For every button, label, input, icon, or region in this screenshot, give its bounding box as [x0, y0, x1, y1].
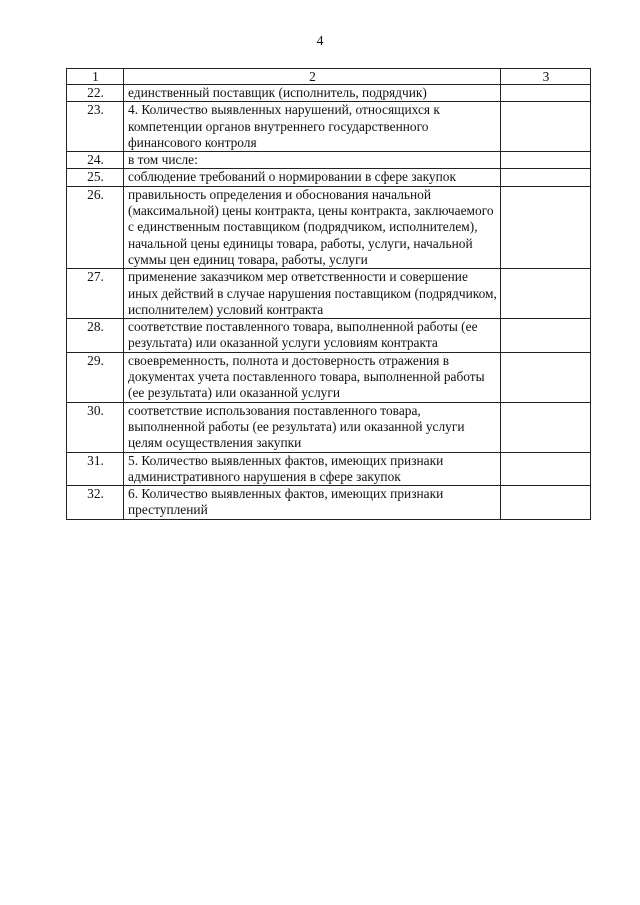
- row-number: 32.: [67, 486, 124, 520]
- column-header-3: 3: [501, 69, 591, 85]
- row-description: 4. Количество выявленных нарушений, относящихся к компетенции органов внутреннего государственного финансового контроля: [124, 102, 501, 152]
- row-value-cell: [501, 186, 591, 268]
- row-number: 23.: [67, 102, 124, 152]
- table-row: [67, 169, 591, 186]
- row-value-cell: [501, 269, 591, 319]
- table-row: [67, 186, 591, 268]
- row-description: 6. Количество выявленных фактов, имеющих признаки преступлений: [124, 486, 501, 520]
- row-description: в том числе:: [124, 152, 501, 169]
- table-row: [67, 85, 591, 102]
- row-description: соблюдение требований о нормировании в сфере закупок: [124, 169, 501, 186]
- table-row: [67, 402, 591, 452]
- page-number: 4: [316, 34, 324, 49]
- table-row: [67, 152, 591, 169]
- row-description: своевременность, полнота и достоверность отражения в документах учета поставленного товара, выполненной работы (ее результата) или оказанной услуги: [124, 352, 501, 402]
- row-value-cell: [501, 102, 591, 152]
- row-value-cell: [501, 152, 591, 169]
- row-value-cell: [501, 486, 591, 520]
- row-description: применение заказчиком мер ответственности и совершение иных действий в случае нарушения поставщиком (подрядчиком, исполнителем) условий контракта: [124, 269, 501, 319]
- table-row: [67, 352, 591, 402]
- row-number: 22.: [67, 85, 124, 102]
- table-row: [67, 269, 591, 319]
- row-number: 25.: [67, 169, 124, 186]
- row-description: единственный поставщик (исполнитель, подрядчик): [124, 85, 501, 102]
- row-value-cell: [501, 319, 591, 353]
- column-header-2: 2: [124, 69, 501, 85]
- row-value-cell: [501, 402, 591, 452]
- row-number: 31.: [67, 452, 124, 486]
- row-number: 24.: [67, 152, 124, 169]
- row-number: 28.: [67, 319, 124, 353]
- report-table: [66, 68, 591, 520]
- row-description: 5. Количество выявленных фактов, имеющих признаки административного нарушения в сфере закупок: [124, 452, 501, 486]
- row-number: 30.: [67, 402, 124, 452]
- row-number: 26.: [67, 186, 124, 268]
- row-number: 29.: [67, 352, 124, 402]
- row-value-cell: [501, 169, 591, 186]
- row-value-cell: [501, 85, 591, 102]
- table-row: [67, 102, 591, 152]
- table-row: [67, 319, 591, 353]
- table-row: [67, 452, 591, 486]
- row-value-cell: [501, 352, 591, 402]
- row-value-cell: [501, 452, 591, 486]
- row-number: 27.: [67, 269, 124, 319]
- row-description: соответствие поставленного товара, выполненной работы (ее результата) или оказанной услуги условиям контракта: [124, 319, 501, 353]
- row-description: правильность определения и обоснования начальной (максимальной) цены контракта, цены контракта, заключаемого с единственным поставщиком (подрядчиком, исполнителем), начальной цены единицы товара, работы, услуги, начальной суммы цен единиц товара, работы, услуги: [124, 186, 501, 268]
- table-header-row: [67, 69, 591, 85]
- row-description: соответствие использования поставленного товара, выполненной работы (ее результата) или оказанной услуги целям осуществления закупки: [124, 402, 501, 452]
- table-row: [67, 486, 591, 520]
- column-header-1: 1: [67, 69, 124, 85]
